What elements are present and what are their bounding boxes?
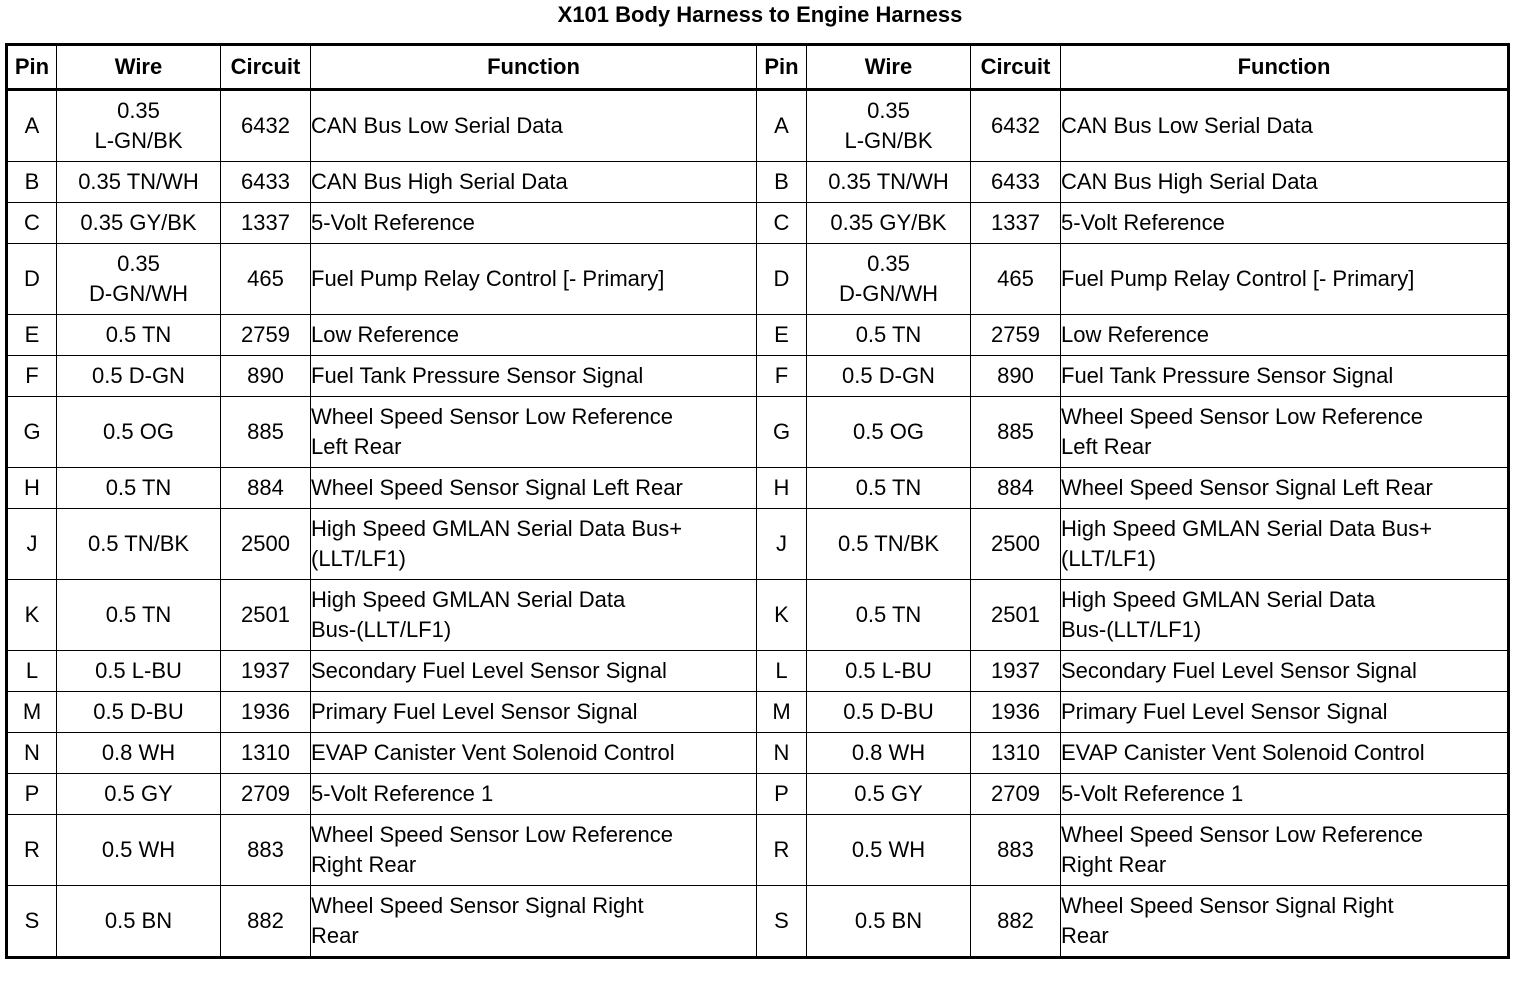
function-line: Wheel Speed Sensor Low Reference xyxy=(1061,404,1423,429)
wire-cell: 0.5 WH xyxy=(807,815,971,886)
wire-cell: 0.5 TN/BK xyxy=(807,509,971,580)
pin-cell: M xyxy=(7,692,57,733)
pin-cell: N xyxy=(7,733,57,774)
circuit-cell: 883 xyxy=(221,815,311,886)
wire-cell: 0.5 D-BU xyxy=(57,692,221,733)
pin-cell: H xyxy=(757,468,807,509)
table-row xyxy=(7,692,1509,733)
wire-size: 0.35 xyxy=(867,251,910,276)
pin-cell: M xyxy=(757,692,807,733)
wire-cell: 0.5 D-GN xyxy=(807,356,971,397)
circuit-cell: 1337 xyxy=(971,203,1061,244)
table-row xyxy=(7,397,1509,468)
circuit-cell: 884 xyxy=(221,468,311,509)
table-row xyxy=(7,733,1509,774)
pin-cell: F xyxy=(7,356,57,397)
wire-cell: 0.5 OG xyxy=(57,397,221,468)
circuit-cell: 2501 xyxy=(971,580,1061,651)
pin-cell: D xyxy=(757,244,807,315)
circuit-cell: 885 xyxy=(221,397,311,468)
function-cell xyxy=(311,509,757,580)
function-cell: Wheel Speed Sensor Signal Left Rear xyxy=(1061,468,1509,509)
pin-header: Pin xyxy=(7,45,57,90)
pin-cell: B xyxy=(757,162,807,203)
function-cell: Secondary Fuel Level Sensor Signal xyxy=(1061,651,1509,692)
table-row xyxy=(7,886,1509,958)
table-row xyxy=(7,774,1509,815)
pin-cell: R xyxy=(7,815,57,886)
table-row xyxy=(7,203,1509,244)
circuit-cell: 882 xyxy=(971,886,1061,958)
circuit-cell: 1310 xyxy=(221,733,311,774)
function-line: Bus-(LLT/LF1) xyxy=(311,617,452,642)
function-cell xyxy=(1061,509,1509,580)
table-row xyxy=(7,651,1509,692)
pin-cell: G xyxy=(7,397,57,468)
wire-size: 0.35 xyxy=(117,98,160,123)
pin-cell: K xyxy=(757,580,807,651)
function-cell: EVAP Canister Vent Solenoid Control xyxy=(1061,733,1509,774)
wire-cell xyxy=(807,90,971,162)
wire-color: D-GN/WH xyxy=(89,281,188,306)
wire-cell: 0.5 L-BU xyxy=(807,651,971,692)
wire-cell: 0.5 D-BU xyxy=(807,692,971,733)
function-cell xyxy=(1061,397,1509,468)
function-line: Wheel Speed Sensor Low Reference xyxy=(311,404,673,429)
wire-header: Wire xyxy=(807,45,971,90)
function-line: Right Rear xyxy=(1061,852,1167,877)
pin-cell: C xyxy=(7,203,57,244)
circuit-cell: 1937 xyxy=(221,651,311,692)
function-line: High Speed GMLAN Serial Data Bus+ xyxy=(1061,516,1433,541)
wire-cell: 0.5 D-GN xyxy=(57,356,221,397)
connector-table xyxy=(5,43,1510,959)
table-row xyxy=(7,90,1509,162)
wire-cell: 0.5 TN xyxy=(807,315,971,356)
circuit-cell: 2759 xyxy=(971,315,1061,356)
function-cell: Secondary Fuel Level Sensor Signal xyxy=(311,651,757,692)
circuit-cell: 2500 xyxy=(221,509,311,580)
function-cell: CAN Bus High Serial Data xyxy=(311,162,757,203)
pin-header: Pin xyxy=(757,45,807,90)
wire-cell: 0.5 TN xyxy=(807,580,971,651)
circuit-cell: 2709 xyxy=(221,774,311,815)
circuit-cell: 890 xyxy=(221,356,311,397)
circuit-cell: 1310 xyxy=(971,733,1061,774)
circuit-cell: 884 xyxy=(971,468,1061,509)
function-cell xyxy=(311,815,757,886)
pin-cell: L xyxy=(757,651,807,692)
table-row xyxy=(7,244,1509,315)
circuit-cell: 883 xyxy=(971,815,1061,886)
table-row xyxy=(7,162,1509,203)
function-cell: CAN Bus High Serial Data xyxy=(1061,162,1509,203)
pin-cell: F xyxy=(757,356,807,397)
function-cell: EVAP Canister Vent Solenoid Control xyxy=(311,733,757,774)
wire-cell: 0.5 BN xyxy=(807,886,971,958)
function-cell: 5-Volt Reference xyxy=(311,203,757,244)
function-line: Wheel Speed Sensor Low Reference xyxy=(311,822,673,847)
function-line: Left Rear xyxy=(1061,434,1152,459)
table-body xyxy=(7,90,1509,958)
function-line: Left Rear xyxy=(311,434,402,459)
function-line: Rear xyxy=(311,923,359,948)
function-line: Wheel Speed Sensor Low Reference xyxy=(1061,822,1423,847)
wire-cell: 0.5 TN xyxy=(57,580,221,651)
page-title: X101 Body Harness to Engine Harness xyxy=(557,2,963,27)
pin-cell: S xyxy=(757,886,807,958)
wire-cell: 0.35 TN/WH xyxy=(807,162,971,203)
table-row xyxy=(7,509,1509,580)
wire-size: 0.35 xyxy=(867,98,910,123)
circuit-cell: 6433 xyxy=(971,162,1061,203)
circuit-cell: 882 xyxy=(221,886,311,958)
function-cell xyxy=(311,886,757,958)
wire-cell: 0.5 TN xyxy=(807,468,971,509)
table-row xyxy=(7,356,1509,397)
function-cell: Primary Fuel Level Sensor Signal xyxy=(1061,692,1509,733)
wire-cell: 0.8 WH xyxy=(807,733,971,774)
function-line: High Speed GMLAN Serial Data xyxy=(311,587,626,612)
circuit-cell: 890 xyxy=(971,356,1061,397)
circuit-cell: 2500 xyxy=(971,509,1061,580)
function-line: (LLT/LF1) xyxy=(311,546,406,571)
circuit-cell: 885 xyxy=(971,397,1061,468)
function-cell: Wheel Speed Sensor Signal Left Rear xyxy=(311,468,757,509)
pin-cell: L xyxy=(7,651,57,692)
header-row xyxy=(7,45,1509,90)
circuit-cell: 6432 xyxy=(221,90,311,162)
pin-cell: C xyxy=(757,203,807,244)
pin-cell: P xyxy=(757,774,807,815)
wire-cell: 0.5 OG xyxy=(807,397,971,468)
table-row xyxy=(7,815,1509,886)
table-row xyxy=(7,580,1509,651)
function-cell: 5-Volt Reference 1 xyxy=(311,774,757,815)
function-cell: CAN Bus Low Serial Data xyxy=(311,90,757,162)
function-cell: Low Reference xyxy=(1061,315,1509,356)
pin-cell: D xyxy=(7,244,57,315)
wire-cell xyxy=(57,244,221,315)
function-cell xyxy=(311,580,757,651)
pin-cell: S xyxy=(7,886,57,958)
pin-cell: E xyxy=(7,315,57,356)
function-line: High Speed GMLAN Serial Data Bus+ xyxy=(311,516,683,541)
wire-cell: 0.5 TN/BK xyxy=(57,509,221,580)
circuit-header: Circuit xyxy=(221,45,311,90)
wire-cell xyxy=(57,90,221,162)
pin-cell: B xyxy=(7,162,57,203)
function-line: (LLT/LF1) xyxy=(1061,546,1156,571)
pin-cell: G xyxy=(757,397,807,468)
wire-cell: 0.5 TN xyxy=(57,315,221,356)
function-header: Function xyxy=(311,45,757,90)
circuit-cell: 2709 xyxy=(971,774,1061,815)
function-cell: Fuel Tank Pressure Sensor Signal xyxy=(311,356,757,397)
circuit-cell: 2759 xyxy=(221,315,311,356)
function-cell: 5-Volt Reference 1 xyxy=(1061,774,1509,815)
circuit-cell: 1937 xyxy=(971,651,1061,692)
circuit-cell: 1936 xyxy=(221,692,311,733)
wire-color: L-GN/BK xyxy=(844,128,933,153)
wire-header: Wire xyxy=(57,45,221,90)
pin-cell: H xyxy=(7,468,57,509)
function-line: Bus-(LLT/LF1) xyxy=(1061,617,1202,642)
function-header: Function xyxy=(1061,45,1509,90)
pin-cell: A xyxy=(7,90,57,162)
pin-cell: K xyxy=(7,580,57,651)
pin-cell: R xyxy=(757,815,807,886)
function-line: Wheel Speed Sensor Signal Right xyxy=(1061,893,1394,918)
function-line: High Speed GMLAN Serial Data xyxy=(1061,587,1376,612)
wire-cell: 0.35 GY/BK xyxy=(807,203,971,244)
function-cell xyxy=(1061,815,1509,886)
pin-cell: P xyxy=(7,774,57,815)
table-row xyxy=(7,468,1509,509)
wire-color: L-GN/BK xyxy=(94,128,183,153)
wire-cell: 0.5 GY xyxy=(807,774,971,815)
circuit-cell: 6433 xyxy=(221,162,311,203)
wire-cell: 0.35 TN/WH xyxy=(57,162,221,203)
function-cell: Low Reference xyxy=(311,315,757,356)
circuit-cell: 1936 xyxy=(971,692,1061,733)
function-cell: Primary Fuel Level Sensor Signal xyxy=(311,692,757,733)
function-cell: CAN Bus Low Serial Data xyxy=(1061,90,1509,162)
pin-cell: N xyxy=(757,733,807,774)
wire-cell: 0.5 TN xyxy=(57,468,221,509)
function-cell xyxy=(1061,580,1509,651)
function-line: Rear xyxy=(1061,923,1109,948)
wire-color: D-GN/WH xyxy=(839,281,938,306)
pin-cell: E xyxy=(757,315,807,356)
function-cell: Fuel Tank Pressure Sensor Signal xyxy=(1061,356,1509,397)
wire-cell xyxy=(807,244,971,315)
wire-cell: 0.8 WH xyxy=(57,733,221,774)
pin-cell: A xyxy=(757,90,807,162)
function-cell xyxy=(1061,886,1509,958)
wire-cell: 0.5 BN xyxy=(57,886,221,958)
wire-cell: 0.5 WH xyxy=(57,815,221,886)
function-line: Right Rear xyxy=(311,852,417,877)
function-cell xyxy=(311,397,757,468)
wire-size: 0.35 xyxy=(117,251,160,276)
function-cell: Fuel Pump Relay Control [- Primary] xyxy=(1061,244,1509,315)
circuit-cell: 2501 xyxy=(221,580,311,651)
function-cell: Fuel Pump Relay Control [- Primary] xyxy=(311,244,757,315)
circuit-cell: 1337 xyxy=(221,203,311,244)
table-row xyxy=(7,315,1509,356)
wire-cell: 0.5 GY xyxy=(57,774,221,815)
circuit-cell: 465 xyxy=(971,244,1061,315)
pin-cell: J xyxy=(7,509,57,580)
wire-cell: 0.35 GY/BK xyxy=(57,203,221,244)
pin-cell: J xyxy=(757,509,807,580)
function-line: Wheel Speed Sensor Signal Right xyxy=(311,893,644,918)
function-cell: 5-Volt Reference xyxy=(1061,203,1509,244)
circuit-cell: 6432 xyxy=(971,90,1061,162)
wire-cell: 0.5 L-BU xyxy=(57,651,221,692)
circuit-header: Circuit xyxy=(971,45,1061,90)
circuit-cell: 465 xyxy=(221,244,311,315)
